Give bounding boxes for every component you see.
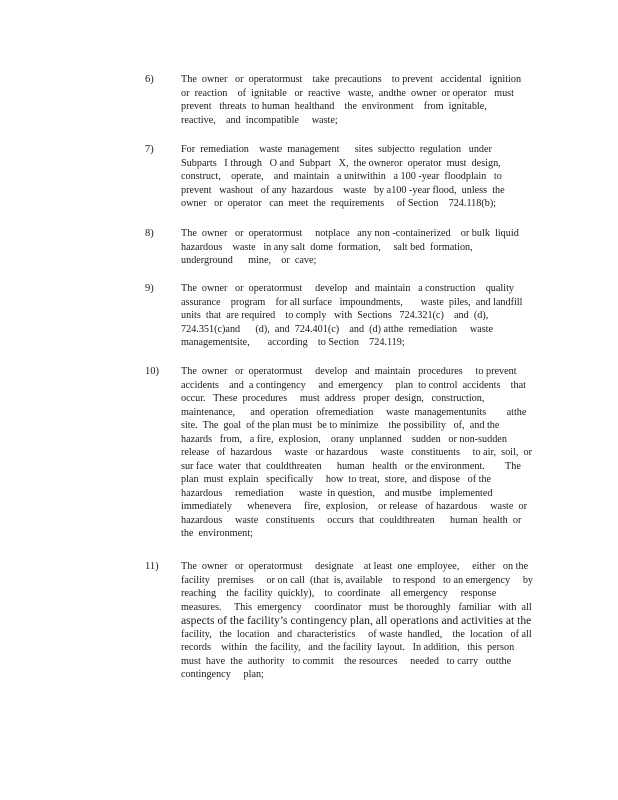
text-line: reaching the facility quickly), to coordinate all emergency response: [181, 588, 497, 599]
item-number: 7): [145, 144, 154, 155]
text-line: units that are required to comply with Sections 724.321(c) and (d),: [181, 310, 489, 321]
item-text: [181, 282, 541, 350]
item-number: 8): [145, 228, 154, 239]
text-line: must have the authority to commit the resources needed to carry outthe: [181, 655, 512, 667]
text-line: hazardous waste constituents occurs that couldthreaten human health or: [181, 514, 522, 526]
text-line: The owner or operatormust designate at least one employee, either on the: [181, 561, 529, 572]
text-line: maintenance, and operation ofremediation waste managementunits atthe: [181, 406, 527, 418]
item-number: 11): [145, 561, 159, 572]
text-line: measures. This emergency coordinator must be thoroughly familiar with all: [181, 601, 532, 613]
text-line: owner or operator can meet the requirements of Section 724.118(b);: [181, 198, 497, 209]
text-line: assurance program for all surface impoundments, waste piles, and landfill: [181, 296, 523, 308]
text-line: prevent washout of any hazardous waste by a100 -year flood, unless the: [181, 184, 505, 196]
text-line: aspects of the facility’s contingency plan, all operations and activities at the: [181, 614, 532, 627]
item-text: [181, 73, 541, 127]
text-line: reactive, and incompatible waste;: [181, 114, 338, 126]
text-line: managementsite, according to Section 724.119;: [181, 337, 405, 348]
text-line: hazardous waste in any salt dome formation, salt bed formation,: [181, 241, 473, 253]
text-line: 724.351(c)and (d), and 724.401(c) and (d) atthe remediation waste: [181, 323, 494, 335]
text-line: underground mine, or cave;: [181, 255, 317, 266]
text-line: accidents and a contingency and emergency plan to control accidents that: [181, 379, 526, 391]
text-line: The owner or operatormust develop and maintain procedures to prevent: [181, 366, 517, 377]
item-number: 9): [145, 283, 154, 294]
text-line: site. The goal of the plan must be to minimize the possibility of, and the: [181, 420, 500, 431]
text-line: records within the facility, and the facility layout. In addition, this person: [181, 642, 515, 653]
item-number: 10): [145, 366, 159, 377]
text-line: facility premises or on call (that is, available to respond to an emergency by: [181, 574, 534, 586]
text-line: hazards from, a fire, explosion, orany unplanned sudden or non-sudden: [181, 433, 507, 445]
item-text: [181, 143, 541, 211]
item-text: [181, 365, 541, 541]
text-line: construct, operate, and maintain a unitwithin a 100 -year floodplain to: [181, 171, 502, 182]
item-number: 6): [145, 74, 154, 85]
text-line: the environment;: [181, 528, 253, 539]
text-line: hazardous remediation waste in question, and mustbe implemented: [181, 487, 493, 499]
text-line: prevent threats to human healthand the environment from ignitable,: [181, 101, 487, 112]
text-line: facility, the location and characteristics of waste handled, the location of all: [181, 628, 532, 640]
text-line: The owner or operatormust notplace any non -containerized or bulk liquid: [181, 228, 519, 239]
text-line: occur. These procedures must address proper design, construction,: [181, 393, 485, 404]
text-line: For remediation waste management sites subjectto regulation under: [181, 144, 492, 155]
text-line: plan must explain specifically how to treat, store, and dispose of the: [181, 474, 492, 485]
text-line: or reaction of ignitable or reactive waste, andthe owner or operator must: [181, 87, 514, 99]
item-text: [181, 560, 541, 682]
text-line: contingency plan;: [181, 669, 264, 680]
text-line: The owner or operatormust take precautions to prevent accidental ignition: [181, 74, 522, 85]
text-line: immediately whenevera fire, explosion, or release of hazardous waste or: [181, 501, 527, 512]
item-text: [181, 227, 541, 268]
text-line: The owner or operatormust develop and maintain a construction quality: [181, 283, 514, 294]
text-line: Subparts I through O and Subpart X, the owneror operator must design,: [181, 157, 501, 169]
text-line: sur face water that couldthreaten human health or the environment. The: [181, 460, 521, 472]
text-line: release of hazardous waste or hazardous waste constituents to air, soil, or: [181, 447, 532, 458]
